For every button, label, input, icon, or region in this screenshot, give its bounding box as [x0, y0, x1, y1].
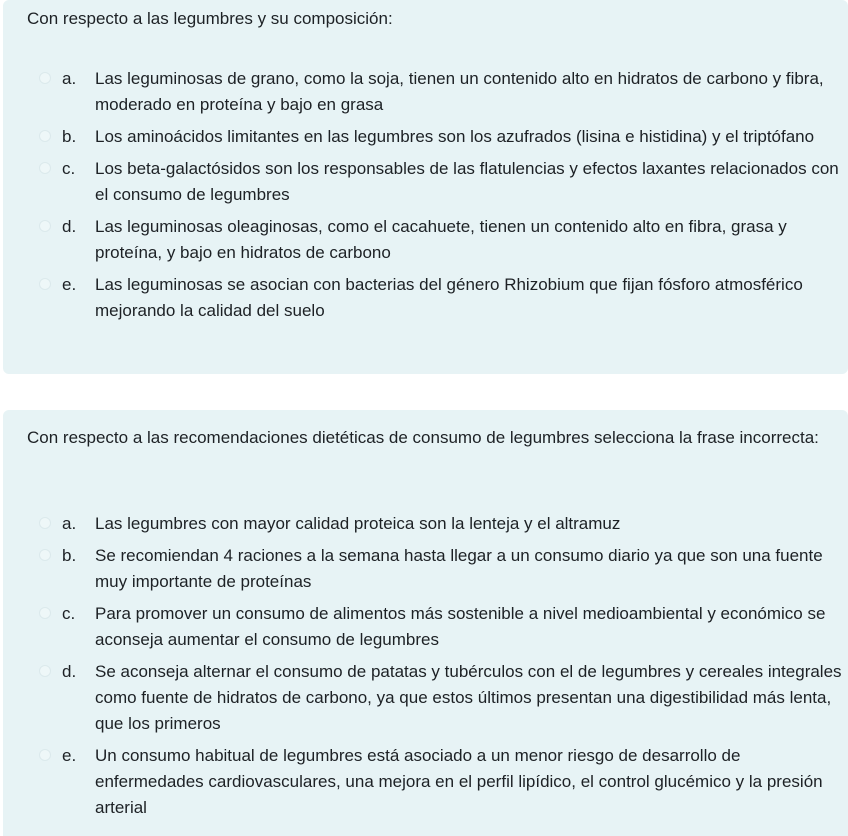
option-letter: b.: [62, 546, 77, 565]
option-letter: d.: [62, 217, 77, 236]
radio-button[interactable]: [39, 517, 51, 529]
option-letter: e.: [62, 746, 77, 765]
radio-button[interactable]: [39, 130, 51, 142]
question-card-1: [3, 0, 848, 374]
option-letter: b.: [62, 127, 77, 146]
answer-options: [3, 66, 848, 330]
question-card-2: [3, 410, 848, 836]
option-letter: c.: [62, 604, 76, 623]
radio-button[interactable]: [39, 549, 51, 561]
question-text: Con respecto a las recomendaciones dietéticas de consumo de legumbres selecciona la frase incorrecta:: [27, 428, 819, 447]
option-text: Se aconseja alternar el consumo de patatas y tubérculos con el de legumbres y cereales integrales como fuente de hidratos de carbono, ya que estos últimos presentan una digestibilidad más lenta, que los primeros: [95, 662, 842, 733]
option-letter: c.: [62, 159, 76, 178]
option-letter: a.: [62, 514, 77, 533]
option-e[interactable]: [3, 272, 848, 324]
option-letter: e.: [62, 275, 77, 294]
option-a[interactable]: [3, 66, 848, 118]
radio-button[interactable]: [39, 162, 51, 174]
answer-options: [3, 511, 848, 827]
option-b[interactable]: [3, 543, 848, 595]
radio-button[interactable]: [39, 607, 51, 619]
option-text: Para promover un consumo de alimentos más sostenible a nivel medioambiental y económico se aconseja aumentar el consumo de legumbres: [95, 604, 826, 649]
radio-button[interactable]: [39, 278, 51, 290]
option-b[interactable]: [3, 124, 848, 150]
question-text: Con respecto a las legumbres y su composición:: [27, 9, 393, 28]
option-text: Se recomiendan 4 raciones a la semana hasta llegar a un consumo diario ya que son una fuente muy importante de proteínas: [95, 546, 823, 591]
option-a[interactable]: [3, 511, 848, 537]
option-text: Las legumbres con mayor calidad proteica son la lenteja y el altramuz: [95, 514, 621, 533]
radio-button[interactable]: [39, 220, 51, 232]
option-text: Los beta-galactósidos son los responsables de las flatulencias y efectos laxantes relacionados con el consumo de legumbres: [95, 159, 839, 204]
option-letter: d.: [62, 662, 77, 681]
option-d[interactable]: [3, 214, 848, 266]
option-e[interactable]: [3, 743, 848, 821]
option-c[interactable]: [3, 601, 848, 653]
option-c[interactable]: [3, 156, 848, 208]
radio-button[interactable]: [39, 749, 51, 761]
option-d[interactable]: [3, 659, 848, 737]
option-text: Un consumo habitual de legumbres está asociado a un menor riesgo de desarrollo de enfermedades cardiovasculares, una mejora en el perfil lipídico, el control glucémico y la presión arterial: [95, 746, 823, 817]
option-text: Las leguminosas de grano, como la soja, tienen un contenido alto en hidratos de carbono y fibra, moderado en proteína y bajo en grasa: [95, 69, 824, 114]
radio-button[interactable]: [39, 72, 51, 84]
option-letter: a.: [62, 69, 77, 88]
option-text: Las leguminosas oleaginosas, como el cacahuete, tienen un contenido alto en fibra, grasa y proteína, y bajo en hidratos de carbono: [95, 217, 787, 262]
radio-button[interactable]: [39, 665, 51, 677]
option-text: Los aminoácidos limitantes en las legumbres son los azufrados (lisina e histidina) y el triptófano: [95, 127, 815, 146]
option-text: Las leguminosas se asocian con bacterias del género Rhizobium que fijan fósforo atmosférico mejorando la calidad del suelo: [95, 275, 803, 320]
